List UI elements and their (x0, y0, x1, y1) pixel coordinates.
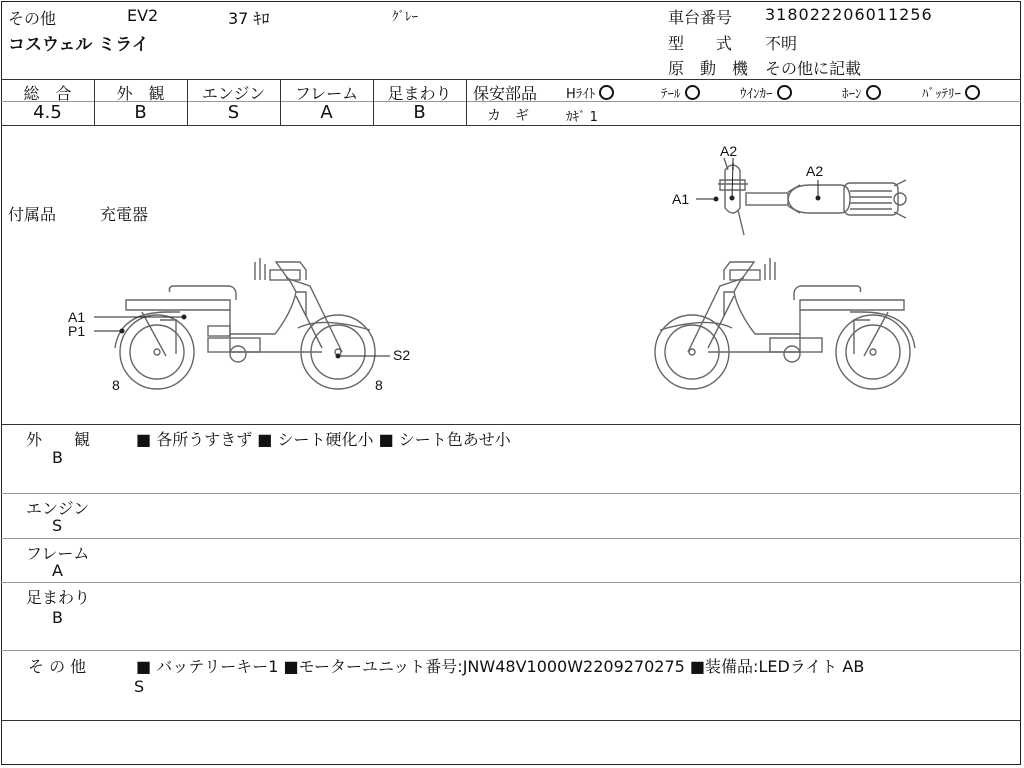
side-mark-front-tire: 8 (375, 377, 383, 393)
top-mark-a2-seat: A2 (806, 163, 824, 179)
suspension-label: 足まわり (387, 84, 452, 103)
safety-item-winker: ｳｲﾝｶｰ (740, 83, 792, 102)
details-rule (1, 650, 1021, 651)
exterior-grade: B (134, 102, 147, 123)
top-mark-a1: A1 (672, 191, 690, 207)
side-mark-p1: P1 (68, 323, 86, 339)
grade-divider (466, 79, 467, 125)
safety-item-battery: ﾊﾞｯﾃﾘｰ (922, 83, 980, 102)
detail-exterior-label: 外 観 (26, 430, 91, 449)
model-name: コスウェル ミライ (8, 35, 149, 55)
scooter-top-view-diagram (660, 140, 930, 240)
suspension-grade: B (413, 102, 426, 123)
ok-mark (685, 85, 700, 100)
accessories-label: 付属品 (8, 205, 57, 224)
type-value: 不明 (765, 34, 798, 53)
scooter-left-side-diagram (60, 250, 430, 400)
key-value: ｶｷﾞ 1 (566, 110, 598, 125)
side-mark-a1: A1 (68, 309, 86, 325)
type-label: 型 式 (668, 34, 733, 53)
other-notes-continued: S (134, 677, 145, 696)
frame-grade-label: フレーム (294, 84, 359, 103)
model-code: EV2 (127, 6, 159, 25)
mileage: 37 ｷﾛ (228, 9, 270, 28)
ok-mark (965, 85, 980, 100)
engine-grade-label: エンジン (201, 84, 266, 103)
side-mark-rear-tire: 8 (112, 377, 120, 393)
total-grade: 4.5 (33, 102, 62, 123)
safety-item-headlight: Hﾗｲﾄ (566, 83, 614, 102)
engine-label: 原 動 機 (668, 59, 749, 78)
details-rule (1, 582, 1021, 583)
ok-mark (866, 85, 881, 100)
top-mark-a2-handle: A2 (720, 143, 738, 159)
key-label: カ ギ (487, 108, 529, 124)
detail-frame-label: フレーム (26, 544, 90, 563)
details-bottom-rule (1, 720, 1021, 721)
total-label: 総 合 (23, 84, 72, 103)
details-top-rule (1, 424, 1021, 425)
grade-row-bottom (1, 125, 1021, 126)
detail-suspension-grade: B (52, 608, 63, 627)
ok-mark (599, 85, 614, 100)
category: その他 (8, 9, 57, 28)
detail-engine-label: エンジン (26, 499, 90, 518)
safety-label: 保安部品 (473, 84, 538, 103)
frame-no: 318022206011256 (765, 5, 933, 24)
exterior-label: 外 観 (116, 84, 165, 103)
detail-frame-grade: A (52, 561, 63, 580)
detail-exterior-notes: ■ 各所うすきず ■ シート硬化小 ■ シート色あせ小 (136, 430, 511, 449)
safety-item-horn: ﾎｰﾝ (842, 83, 881, 102)
detail-exterior-grade: B (52, 448, 63, 467)
detail-suspension-label: 足まわり (26, 588, 91, 607)
safety-item-tail: ﾃｰﾙ (661, 83, 700, 102)
side-mark-s2: S2 (393, 347, 411, 363)
details-rule (1, 538, 1021, 539)
detail-engine-grade: S (52, 516, 63, 535)
grade-row-top (1, 79, 1021, 80)
engine-grade: S (227, 102, 240, 123)
frame-grade: A (320, 102, 333, 123)
ok-mark (777, 85, 792, 100)
other-label: そ の 他 (28, 657, 87, 676)
details-rule (1, 493, 1021, 494)
accessories-value: 充電器 (100, 205, 149, 224)
other-notes: ■ バッテリーキー1 ■モーターユニット番号:JNW48V1000W2209270275 ■装備品:LEDライト AB (136, 657, 865, 676)
engine-value: その他に記載 (765, 59, 862, 78)
scooter-right-side-diagram (600, 250, 970, 400)
frame-no-label: 車台番号 (668, 8, 733, 27)
color: ｸﾞﾚｰ (392, 10, 418, 25)
